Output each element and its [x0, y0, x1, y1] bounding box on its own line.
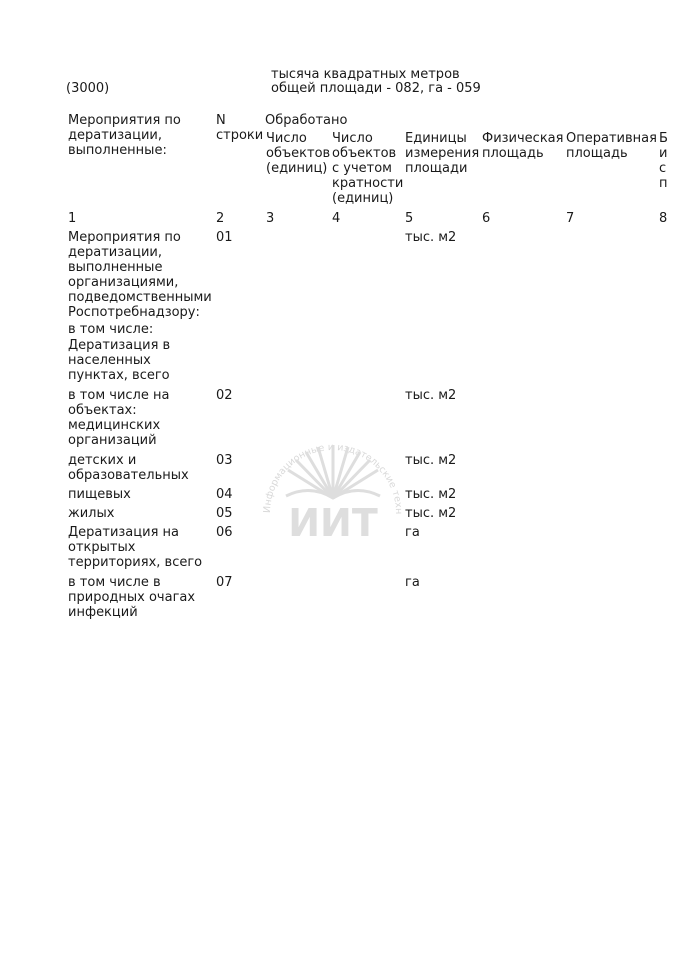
column-number: 2	[216, 211, 225, 226]
row-label-line: Дератизация в	[68, 338, 171, 353]
row-label-line: образовательных	[68, 468, 189, 483]
header-col1-line: выполненные:	[68, 143, 167, 158]
column-number: 6	[482, 211, 491, 226]
header-col1-line: дератизации,	[68, 128, 162, 143]
row-label-line: детских и	[68, 453, 137, 468]
row-label-line: медицинских	[68, 418, 161, 433]
row-label-line: дератизации,	[68, 245, 162, 260]
row-label-line: организаций	[68, 433, 157, 448]
header-col4-line: объектов	[332, 146, 397, 161]
row-unit: га	[405, 575, 420, 590]
header-col5-line: измерения	[405, 146, 480, 161]
row-label-line: подведомственными	[68, 290, 212, 305]
row-unit: тыс. м2	[405, 230, 457, 245]
header-col8-line: и	[659, 146, 668, 161]
row-label-line: Мероприятия по	[68, 230, 181, 245]
unit-note-line1: тысяча квадратных метров	[271, 67, 460, 82]
form-code: (3000)	[66, 81, 110, 96]
row-line-number: 04	[216, 487, 233, 502]
row-label-line: в том числе:	[68, 322, 154, 337]
row-label-line: Роспотребнадзору:	[68, 305, 200, 320]
column-number: 4	[332, 211, 341, 226]
row-label-line: открытых	[68, 540, 136, 555]
header-col8-line: с	[659, 161, 667, 176]
header-col5-line: Единицы	[405, 131, 467, 146]
watermark-logo	[258, 418, 408, 543]
row-line-number: 05	[216, 506, 233, 521]
header-col4-line: с учетом	[332, 161, 392, 176]
watermark-letters: ИИТ	[288, 501, 378, 543]
header-col8-line: Б	[659, 131, 668, 146]
header-col5-line: площади	[405, 161, 468, 176]
row-label-line: в том числе на	[68, 388, 170, 403]
row-label-line: пунктах, всего	[68, 368, 170, 383]
header-col7-line: Оперативная	[566, 131, 657, 146]
row-label-line: населенных	[68, 353, 151, 368]
column-number: 7	[566, 211, 575, 226]
row-label-line: Дератизация на	[68, 525, 179, 540]
column-number: 1	[68, 211, 77, 226]
row-label-line: пищевых	[68, 487, 131, 502]
header-col3-line: (единиц)	[266, 161, 328, 176]
row-unit: га	[405, 525, 420, 540]
row-label-line: жилых	[68, 506, 115, 521]
header-col4-line: Число	[332, 131, 373, 146]
row-label-line: объектах:	[68, 403, 137, 418]
header-col2-line: N	[216, 113, 226, 128]
header-col1-line: Мероприятия по	[68, 113, 181, 128]
column-number: 3	[266, 211, 275, 226]
row-label-line: природных очагах	[68, 590, 196, 605]
column-number: 5	[405, 211, 414, 226]
header-col7-line: площадь	[566, 146, 628, 161]
row-line-number: 06	[216, 525, 233, 540]
unit-note-line2: общей площади - 082, га - 059	[271, 81, 481, 96]
header-group-processed: Обработано	[265, 113, 348, 128]
watermark-arc-text: Информационные и издательские техн	[261, 441, 405, 515]
row-label-line: организациями,	[68, 275, 179, 290]
row-label-line: в том числе в	[68, 575, 161, 590]
header-col4-line: (единиц)	[332, 191, 394, 206]
row-unit: тыс. м2	[405, 487, 457, 502]
row-unit: тыс. м2	[405, 388, 457, 403]
header-col6-line: площадь	[482, 146, 544, 161]
header-col3-line: объектов	[266, 146, 331, 161]
row-line-number: 01	[216, 230, 233, 245]
row-line-number: 03	[216, 453, 233, 468]
header-col6-line: Физическая	[482, 131, 564, 146]
row-unit: тыс. м2	[405, 453, 457, 468]
row-unit: тыс. м2	[405, 506, 457, 521]
row-label-line: инфекций	[68, 605, 138, 620]
header-col4-line: кратности	[332, 176, 404, 191]
watermark-svg	[258, 418, 408, 543]
header-col3-line: Число	[266, 131, 307, 146]
row-label-line: выполненные	[68, 260, 163, 275]
row-label-line: территориях, всего	[68, 555, 203, 570]
row-line-number: 02	[216, 388, 233, 403]
column-number: 8	[659, 211, 668, 226]
header-col8-line: п	[659, 176, 668, 191]
header-col2-line: строки	[216, 128, 264, 143]
row-line-number: 07	[216, 575, 233, 590]
